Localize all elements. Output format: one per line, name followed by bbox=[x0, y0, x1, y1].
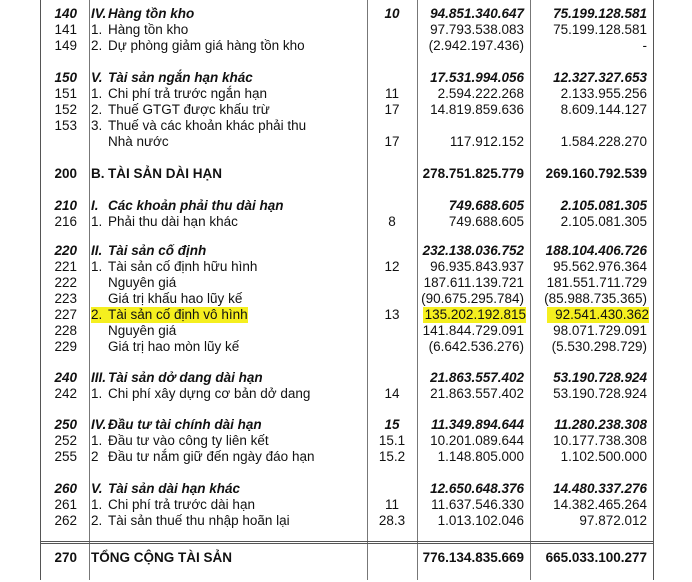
balance-sheet-table bbox=[40, 0, 654, 580]
row-label: Đầu tư vào công ty liên kết bbox=[108, 433, 269, 448]
row-current-value: 96.935.843.937 bbox=[430, 259, 524, 274]
row-previous-value: 92.541.430.362 bbox=[547, 307, 649, 323]
table-row bbox=[41, 481, 653, 497]
row-note: 17 bbox=[384, 134, 400, 149]
row-previous-value: 75.199.128.581 bbox=[553, 6, 647, 21]
row-current-value: 14.819.859.636 bbox=[430, 102, 524, 117]
table-row bbox=[41, 70, 653, 86]
row-label: Phải thu dài hạn khác bbox=[108, 214, 238, 229]
row-current-value: 97.793.538.083 bbox=[430, 22, 524, 37]
row-current-value: 141.844.729.091 bbox=[422, 323, 524, 338]
row-index: 2 bbox=[91, 449, 99, 464]
row-previous-value: 14.480.337.276 bbox=[553, 481, 647, 496]
table-row bbox=[41, 513, 653, 529]
row-label: Tài sản cố định hữu hình bbox=[108, 259, 258, 274]
row-current-value: 1.013.102.046 bbox=[437, 513, 524, 528]
row-current-value: 135.202.192.815 bbox=[424, 307, 526, 322]
total-separator bbox=[41, 543, 653, 544]
row-note: 28.3 bbox=[378, 513, 406, 528]
row-code: 149 bbox=[54, 38, 77, 53]
row-current-value: 11.637.546.330 bbox=[431, 497, 524, 512]
row-note: 8 bbox=[388, 214, 396, 229]
row-label: Chi phí trả trước ngắn hạn bbox=[108, 86, 267, 101]
row-index: B. bbox=[91, 166, 105, 181]
row-current-value: 17.531.994.056 bbox=[430, 70, 524, 85]
table-row bbox=[41, 22, 653, 38]
row-index: 2. bbox=[91, 513, 103, 528]
table-row bbox=[41, 449, 653, 465]
row-index: IV. bbox=[91, 6, 107, 21]
row-code: 140 bbox=[54, 6, 77, 21]
table-row bbox=[41, 307, 653, 323]
total-separator bbox=[41, 541, 653, 542]
row-code: 152 bbox=[54, 102, 77, 117]
row-previous-value: 1.102.500.000 bbox=[560, 449, 647, 464]
row-previous-value: 12.327.327.653 bbox=[553, 70, 647, 85]
row-previous-value: 181.551.711.729 bbox=[546, 275, 647, 290]
row-label: Hàng tồn kho bbox=[108, 22, 189, 37]
row-previous-value: 53.190.728.924 bbox=[553, 370, 647, 385]
row-previous-value: 2.105.081.305 bbox=[560, 198, 647, 213]
row-current-value: 12.650.648.376 bbox=[430, 481, 524, 496]
row-code: 220 bbox=[54, 243, 77, 258]
table-row bbox=[41, 243, 653, 259]
row-note: 14 bbox=[384, 386, 400, 401]
row-code: 150 bbox=[54, 70, 77, 85]
table-row bbox=[41, 386, 653, 402]
row-label: TÀI SẢN DÀI HẠN bbox=[108, 166, 222, 181]
row-code: 240 bbox=[54, 370, 77, 385]
row-code: 228 bbox=[54, 323, 77, 338]
row-label: Chi phí xây dựng cơ bản dở dang bbox=[108, 386, 311, 401]
row-previous-value: (5.530.298.729) bbox=[551, 339, 647, 354]
table-row bbox=[41, 339, 653, 355]
row-label: Nhà nước bbox=[108, 134, 169, 149]
row-code: 221 bbox=[54, 259, 77, 274]
row-current-value: 187.611.139.721 bbox=[423, 275, 524, 290]
table-row bbox=[41, 214, 653, 230]
row-previous-value: 98.071.729.091 bbox=[553, 323, 647, 338]
row-current-value: 117.912.152 bbox=[449, 134, 524, 149]
table-row bbox=[41, 291, 653, 307]
row-current-value: (6.642.536.276) bbox=[428, 339, 524, 354]
row-index: 1. bbox=[91, 386, 103, 401]
row-index: 1. bbox=[91, 214, 103, 229]
row-note: 13 bbox=[384, 307, 400, 322]
row-previous-value: 14.382.465.264 bbox=[553, 497, 647, 512]
row-current-value: 21.863.557.402 bbox=[430, 370, 524, 385]
row-label: Đầu tư tài chính dài hạn bbox=[108, 417, 262, 432]
row-label: Tài sản cố định bbox=[108, 243, 207, 258]
row-label: Các khoản phải thu dài hạn bbox=[108, 198, 284, 213]
row-index: 3. bbox=[91, 118, 103, 133]
row-previous-value: 53.190.728.924 bbox=[553, 386, 647, 401]
row-code: 229 bbox=[54, 339, 77, 354]
row-current-value: 21.863.557.402 bbox=[430, 386, 524, 401]
row-previous-value: 95.562.976.364 bbox=[553, 259, 647, 274]
table-row bbox=[41, 86, 653, 102]
row-previous-value: 269.160.792.539 bbox=[545, 166, 647, 181]
row-code: 216 bbox=[54, 214, 77, 229]
row-note: 11 bbox=[384, 86, 399, 101]
row-current-value: (90.675.295.784) bbox=[421, 291, 524, 306]
row-current-value: 11.349.894.644 bbox=[431, 417, 524, 432]
row-index: V. bbox=[91, 70, 103, 85]
row-index: 1. bbox=[91, 22, 103, 37]
row-label: Nguyên giá bbox=[108, 323, 177, 338]
row-label: Tài sản cố định vô hình bbox=[103, 307, 248, 323]
row-current-value: 232.138.036.752 bbox=[422, 243, 524, 258]
row-previous-value: 8.609.144.127 bbox=[560, 102, 647, 117]
row-index: III. bbox=[91, 370, 107, 385]
row-note: 17 bbox=[384, 102, 400, 117]
row-previous-value: - bbox=[642, 38, 647, 53]
row-label: Hàng tồn kho bbox=[108, 6, 195, 21]
row-current-value: (2.942.197.436) bbox=[428, 38, 524, 53]
row-index: 2. bbox=[91, 307, 108, 323]
row-code: 250 bbox=[54, 417, 77, 432]
row-note: 12 bbox=[384, 259, 400, 274]
row-previous-value: 97.872.012 bbox=[579, 513, 647, 528]
row-note: 10 bbox=[384, 6, 400, 21]
row-code: 222 bbox=[54, 275, 77, 290]
row-current-value: 749.688.605 bbox=[448, 214, 524, 229]
row-previous-value: 10.177.738.308 bbox=[553, 433, 647, 448]
row-label: Nguyên giá bbox=[108, 275, 177, 290]
row-index: 1. bbox=[91, 86, 103, 101]
row-index: V. bbox=[91, 481, 103, 496]
row-label: Đầu tư nắm giữ đến ngày đáo hạn bbox=[108, 449, 315, 464]
row-note: 15.1 bbox=[378, 433, 406, 448]
row-code: 260 bbox=[54, 481, 77, 496]
row-index: IV. bbox=[91, 417, 107, 432]
row-index: 1. bbox=[91, 259, 103, 274]
row-label: Dự phòng giảm giá hàng tồn kho bbox=[108, 38, 305, 53]
row-code: 262 bbox=[54, 513, 77, 528]
row-current-value: 94.851.340.647 bbox=[430, 6, 524, 21]
total-current: 776.134.835.669 bbox=[422, 550, 524, 565]
table-row bbox=[41, 198, 653, 214]
row-code: 223 bbox=[54, 291, 77, 306]
row-note: 11 bbox=[384, 497, 399, 512]
row-label: Thuế GTGT được khấu trừ bbox=[108, 102, 270, 117]
row-code: 252 bbox=[54, 433, 77, 448]
row-label: Thuế và các khoản khác phải thu bbox=[108, 118, 307, 133]
row-current-value: 1.148.805.000 bbox=[437, 449, 524, 464]
table-row bbox=[41, 259, 653, 275]
row-note: 15.2 bbox=[378, 449, 406, 464]
row-current-value: 749.688.605 bbox=[448, 198, 524, 213]
row-note: 15 bbox=[384, 417, 400, 432]
row-index: 2. bbox=[91, 38, 103, 53]
row-code: 200 bbox=[54, 166, 77, 181]
row-label: Tài sản thuế thu nhập hoãn lại bbox=[108, 513, 290, 528]
row-code: 227 bbox=[54, 307, 77, 322]
table-row bbox=[41, 166, 653, 182]
total-row bbox=[41, 550, 653, 566]
row-previous-value: 1.584.228.270 bbox=[560, 134, 647, 149]
row-previous-value: 188.104.406.726 bbox=[545, 243, 647, 258]
row-previous-value: 75.199.128.581 bbox=[553, 22, 647, 37]
row-code: 255 bbox=[54, 449, 77, 464]
row-code: 153 bbox=[54, 118, 77, 133]
table-row bbox=[41, 134, 653, 150]
row-label: Chi phí trả trước dài hạn bbox=[108, 497, 255, 512]
row-previous-value: (85.988.735.365) bbox=[544, 291, 647, 306]
row-current-value: 278.751.825.779 bbox=[422, 166, 524, 181]
row-code: 261 bbox=[54, 497, 77, 512]
table-row bbox=[41, 323, 653, 339]
row-code: 210 bbox=[54, 198, 77, 213]
row-previous-value: 11.280.238.308 bbox=[554, 417, 647, 432]
row-previous-value: 2.105.081.305 bbox=[560, 214, 647, 229]
row-index: 2. bbox=[91, 102, 103, 117]
table-row bbox=[41, 118, 653, 134]
row-code: 141 bbox=[54, 22, 77, 37]
table-row bbox=[41, 497, 653, 513]
row-code: 151 bbox=[54, 86, 77, 101]
total-label: TỔNG CỘNG TÀI SẢN bbox=[91, 550, 232, 565]
total-code: 270 bbox=[54, 550, 77, 565]
table-row bbox=[41, 433, 653, 449]
table-row bbox=[41, 370, 653, 386]
row-index: II. bbox=[91, 243, 103, 258]
row-label: Tài sản ngắn hạn khác bbox=[108, 70, 253, 85]
row-previous-value: 2.133.955.256 bbox=[560, 86, 647, 101]
row-label: Tài sản dài hạn khác bbox=[108, 481, 241, 496]
table-row bbox=[41, 38, 653, 54]
row-code: 242 bbox=[54, 386, 77, 401]
row-index: 1. bbox=[91, 433, 103, 448]
row-index: 1. bbox=[91, 497, 103, 512]
row-current-value: 10.201.089.644 bbox=[430, 433, 524, 448]
table-row bbox=[41, 102, 653, 118]
table-row bbox=[41, 6, 653, 22]
row-label: Giá trị khấu hao lũy kế bbox=[108, 291, 243, 306]
row-label: Giá trị hao mòn lũy kế bbox=[108, 339, 240, 354]
total-previous: 665.033.100.277 bbox=[545, 550, 647, 565]
table-row bbox=[41, 275, 653, 291]
row-label: Tài sản dở dang dài hạn bbox=[108, 370, 263, 385]
row-index: I. bbox=[91, 198, 99, 213]
table-row bbox=[41, 417, 653, 433]
row-current-value: 2.594.222.268 bbox=[437, 86, 524, 101]
